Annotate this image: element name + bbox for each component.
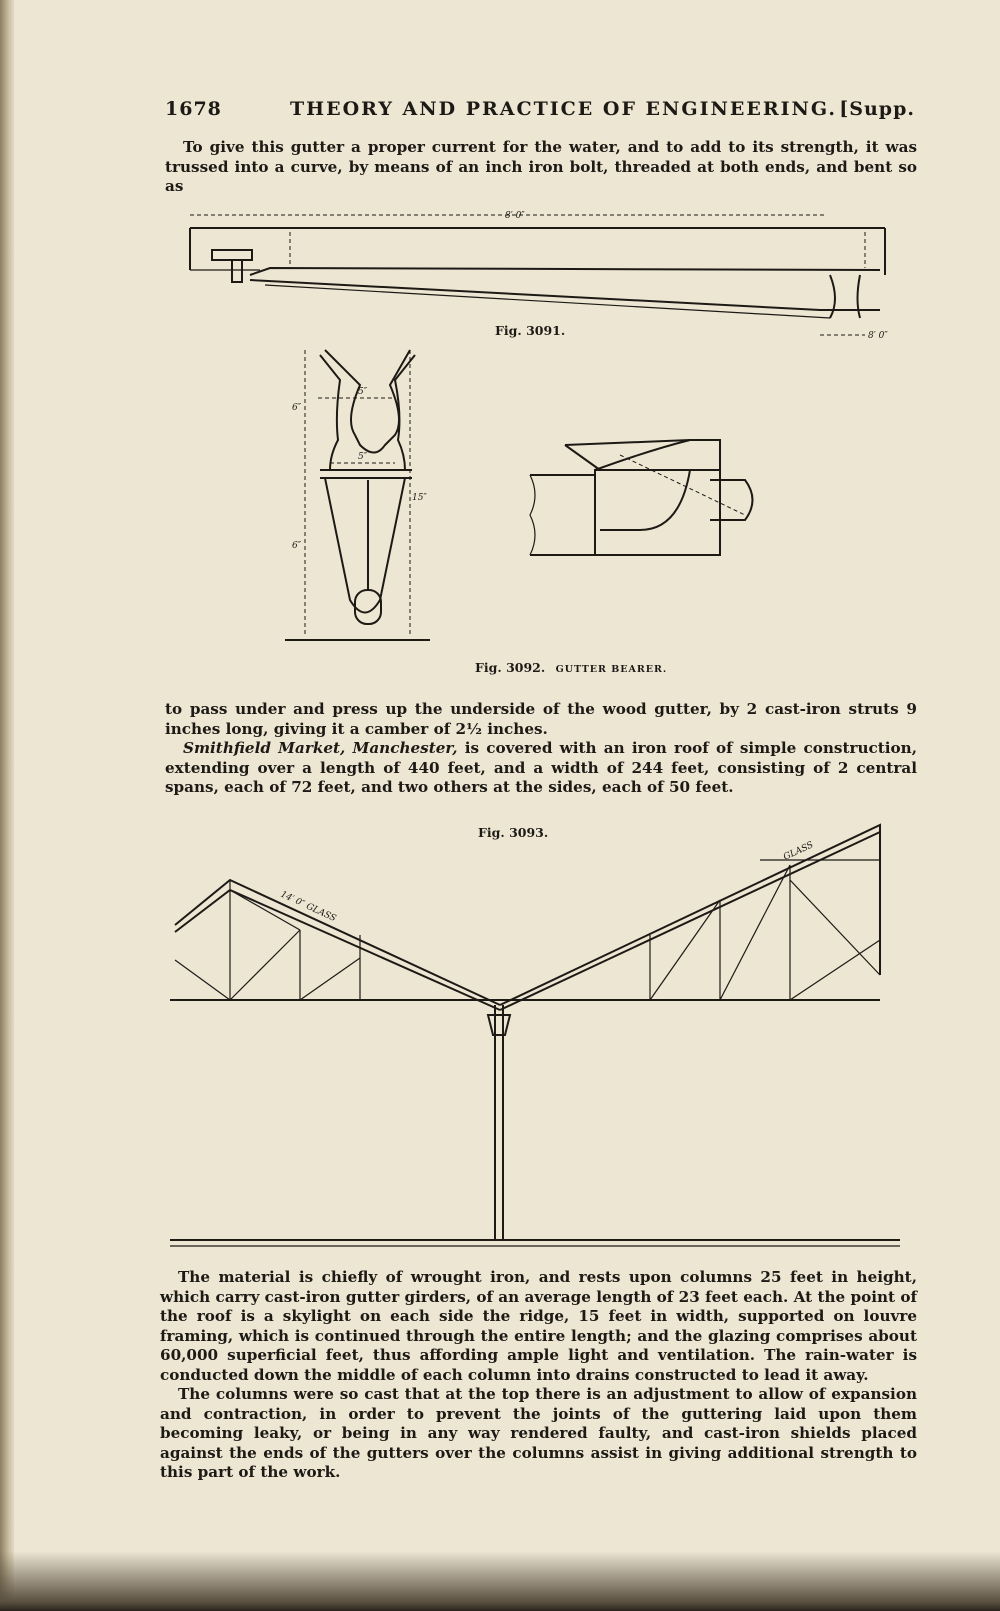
page-title: THEORY AND PRACTICE OF ENGINEERING. <box>290 98 838 120</box>
fig-3091-dim-top: 8′ 0″ <box>505 211 525 221</box>
fig-3091-caption: Fig. 3091. <box>495 323 566 338</box>
fig-3092-dim-b: 5″ <box>358 452 368 462</box>
fig-3093-label-right: GLASS <box>782 840 816 863</box>
fig-3093-roof-truss-drawing <box>170 825 900 1246</box>
fig-3091-dim-bottom: 8′ 0″ <box>868 331 888 341</box>
paragraph-3-text: is covered with an iron roof of simple construction, extending over a length of 440 feet, and a width of 244 feet, consisting of 2 central spans, each of 72 feet, and two others at the sides, each of 50 feet. <box>165 739 918 796</box>
fig-3093-label-left: 14′ 0″ GLASS <box>278 889 338 925</box>
fig-3092-dim-d: 15″ <box>412 493 427 503</box>
fig-3093-caption: Fig. 3093. <box>478 825 549 840</box>
paragraphs-4-5 <box>160 1268 917 1483</box>
paragraph-text: To give this gutter a proper current for the water, and to add to its strength, it was trussed into a curve, by means of an inch iron bolt, threaded at both ends, and bent so as <box>165 138 917 195</box>
paragraph-5: The columns were so cast that at the top there is an adjustment to allow of expansion and contraction, in order to prevent the joints of the guttering laid upon them becoming leaky, or being in any way rendered faulty, and cast-iron shields placed against the ends of the gutters over the columns assist in giving additional strength to this part of the work. <box>160 1385 917 1481</box>
fig-3092-caption: Fig. 3092. <box>475 660 546 675</box>
paragraph-4: The material is chiefly of wrought iron, and rests upon columns 25 feet in height, which carry cast-iron gutter girders, of an average length of 23 feet each. At the point of the roof is a skylight on each side the ridge, 15 feet in width, supported on louvre framing, which is continued through the entire length; and the glazing comprises about 60,000 superficial feet, thus affording ample light and ventilation. The rain-water is conducted down the middle of each column into drains constructed to lead it away. <box>160 1268 917 1384</box>
fig-3092-side-drawing <box>530 440 753 555</box>
fig-3092-dim-e: 6″ <box>292 541 302 551</box>
section-mark: [Supp. <box>839 98 915 120</box>
paragraphs-2-3 <box>165 700 917 798</box>
page-bottom-shadow <box>0 1551 1000 1611</box>
fig-3092-dim-a: 5″ <box>358 387 368 397</box>
fig-3092-dim-c: 6″ <box>292 403 302 413</box>
page-number: 1678 <box>165 98 222 120</box>
fig-3092-bearer-drawing <box>285 350 430 640</box>
smithfield-market-heading: Smithfield Market, Manchester, <box>183 739 458 757</box>
fig-3092-subcaption: GUTTER BEARER. <box>555 664 668 675</box>
fig-3092-caption-block <box>475 660 667 675</box>
paragraph-3 <box>165 739 917 798</box>
paragraph-2: to pass under and press up the underside of the wood gutter, by 2 cast-iron struts 9 inches long, giving it a camber of 2½ inches. <box>165 700 917 738</box>
fig-3091-drawing <box>190 211 888 341</box>
